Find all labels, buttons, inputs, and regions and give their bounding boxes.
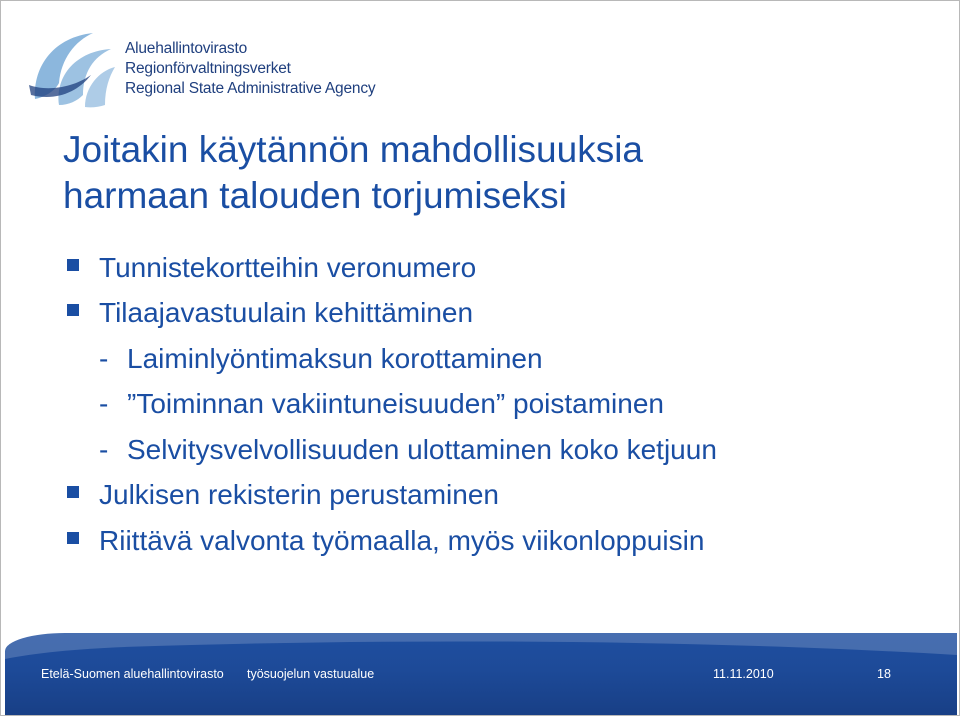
slide-title-line-1: Joitakin käytännön mahdollisuuksia — [63, 129, 644, 170]
dash-prefix: - — [99, 388, 109, 420]
slide-title — [63, 127, 903, 219]
avi-swirl-logo-icon — [25, 25, 117, 115]
footer-page-number: 18 — [877, 667, 891, 681]
list-item-text: Tilaajavastuulain kehittäminen — [99, 297, 474, 329]
organization-name — [125, 39, 375, 99]
org-name-finnish: Aluehallintovirasto — [125, 40, 247, 57]
square-bullet-icon — [67, 259, 79, 271]
list-item-text: Selvitysvelvollisuuden ulottaminen koko ketjuun — [127, 433, 717, 465]
list-item — [67, 291, 947, 337]
list-item-text: Julkisen rekisterin perustaminen — [99, 479, 499, 511]
list-item — [67, 473, 947, 519]
sub-list-item — [67, 427, 947, 473]
square-bullet-icon — [67, 532, 79, 544]
org-name-swedish: Regionförvaltningsverket — [125, 60, 291, 77]
dash-prefix: - — [99, 433, 109, 465]
footer-date: 11.11.2010 — [713, 667, 774, 681]
list-item — [67, 518, 947, 564]
sub-list-item — [67, 382, 947, 428]
footer-unit: työsuojelun vastuualue — [247, 667, 375, 681]
dash-prefix: - — [99, 342, 109, 374]
list-item — [67, 245, 947, 291]
list-item-text: Laiminlyöntimaksun korottaminen — [127, 342, 543, 374]
bullet-list — [67, 245, 947, 564]
org-name-english: Regional State Administrative Agency — [125, 80, 376, 97]
square-bullet-icon — [67, 486, 79, 498]
square-bullet-icon — [67, 304, 79, 316]
list-item-text: Tunnistekortteihin veronumero — [99, 251, 477, 283]
list-item-text: ”Toiminnan vakiintuneisuuden” poistaminen — [127, 388, 664, 420]
sub-list-item — [67, 336, 947, 382]
list-item-text: Riittävä valvonta työmaalla, myös viikonloppuisin — [99, 524, 705, 556]
footer-office: Etelä-Suomen aluehallintovirasto — [41, 667, 224, 681]
slide-title-line-2: harmaan talouden torjumiseksi — [63, 175, 567, 216]
